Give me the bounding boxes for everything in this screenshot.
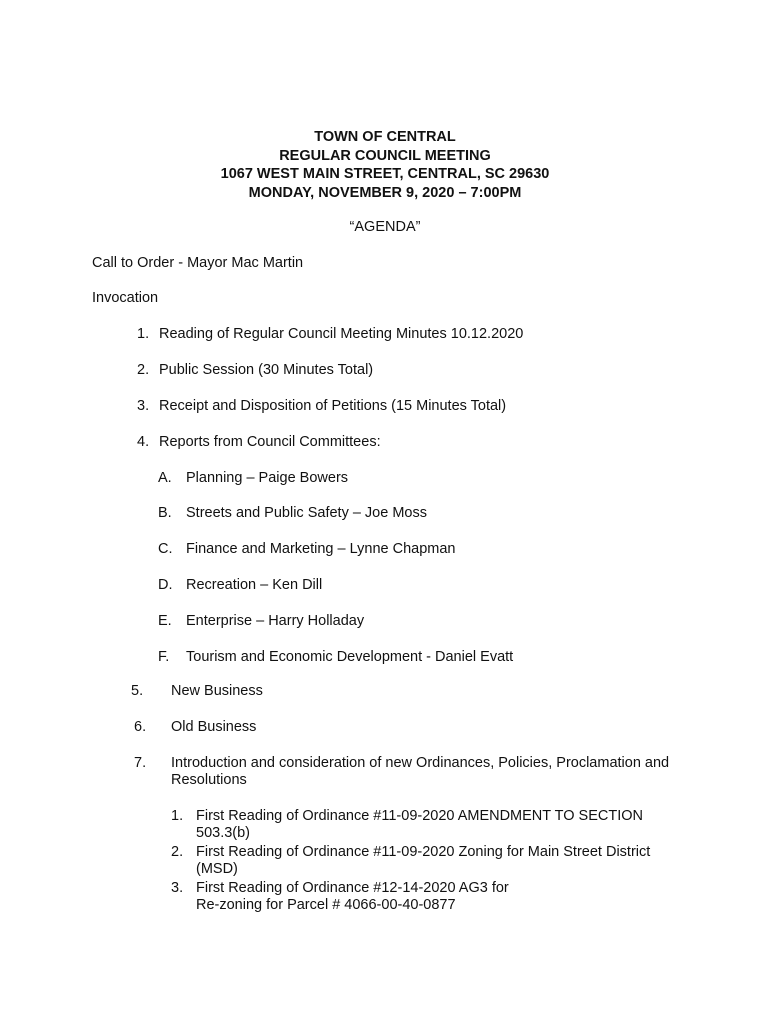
- agenda-header: [0, 128, 770, 202]
- committee-text: Planning – Paige Bowers: [186, 470, 349, 486]
- header-meeting-type: REGULAR COUNCIL MEETING: [279, 147, 491, 164]
- invocation: Invocation: [92, 290, 159, 306]
- header-address: 1067 WEST MAIN STREET, CENTRAL, SC 29630: [220, 166, 550, 182]
- ordinance-text: First Reading of Ordinance #11-09-2020 Zoning for Main Street District (MSD): [196, 844, 651, 877]
- header-town: TOWN OF CENTRAL: [314, 129, 456, 145]
- item-text: Reports from Council Committees:: [159, 434, 381, 450]
- committee-text: Recreation – Ken Dill: [186, 577, 323, 593]
- item-text: Receipt and Disposition of Petitions (15 Minutes Total): [159, 398, 507, 414]
- committee-letter: D.: [158, 577, 173, 593]
- ordinance-number: 3.: [171, 880, 184, 896]
- item-text: Old Business: [171, 719, 257, 735]
- item-number: 3.: [137, 398, 150, 414]
- item-text: Introduction and consideration of new Ordinances, Policies, Proclamation and Resolutions: [171, 755, 670, 788]
- item-number: 7.: [134, 755, 147, 771]
- item-number: 4.: [137, 434, 150, 450]
- committee-text: Enterprise – Harry Holladay: [186, 613, 365, 629]
- committee-text: Streets and Public Safety – Joe Moss: [186, 505, 427, 521]
- committee-letter: E.: [158, 613, 172, 629]
- item-text: Public Session (30 Minutes Total): [159, 362, 374, 378]
- item-number: 1.: [137, 326, 150, 342]
- item-number: 5.: [131, 683, 144, 699]
- ordinance-text-line2: Re-zoning for Parcel # 4066-00-40-0877: [196, 897, 456, 913]
- item-text: New Business: [171, 683, 263, 699]
- ordinance-text-line1: First Reading of Ordinance #12-14-2020 AG3 for: [196, 880, 509, 896]
- committee-text: Finance and Marketing – Lynne Chapman: [186, 541, 456, 557]
- header-date-time: MONDAY, NOVEMBER 9, 2020 – 7:00PM: [248, 184, 522, 201]
- committee-text: Tourism and Economic Development - Daniel Evatt: [186, 649, 514, 665]
- committee-letter: B.: [158, 505, 172, 521]
- committee-letter: C.: [158, 541, 173, 557]
- ordinance-number: 1.: [171, 808, 184, 824]
- item-number: 6.: [134, 719, 147, 735]
- item-number: 2.: [137, 362, 150, 378]
- call-to-order: Call to Order - Mayor Mac Martin: [92, 255, 304, 271]
- ordinance-number: 2.: [171, 844, 184, 860]
- item-text: Reading of Regular Council Meeting Minutes 10.12.2020: [159, 326, 524, 342]
- committee-letter: F.: [158, 649, 170, 665]
- ordinance-text: First Reading of Ordinance #11-09-2020 AMENDMENT TO SECTION 503.3(b): [196, 808, 643, 841]
- committee-letter: A.: [158, 470, 172, 486]
- agenda-title: “AGENDA”: [349, 219, 421, 235]
